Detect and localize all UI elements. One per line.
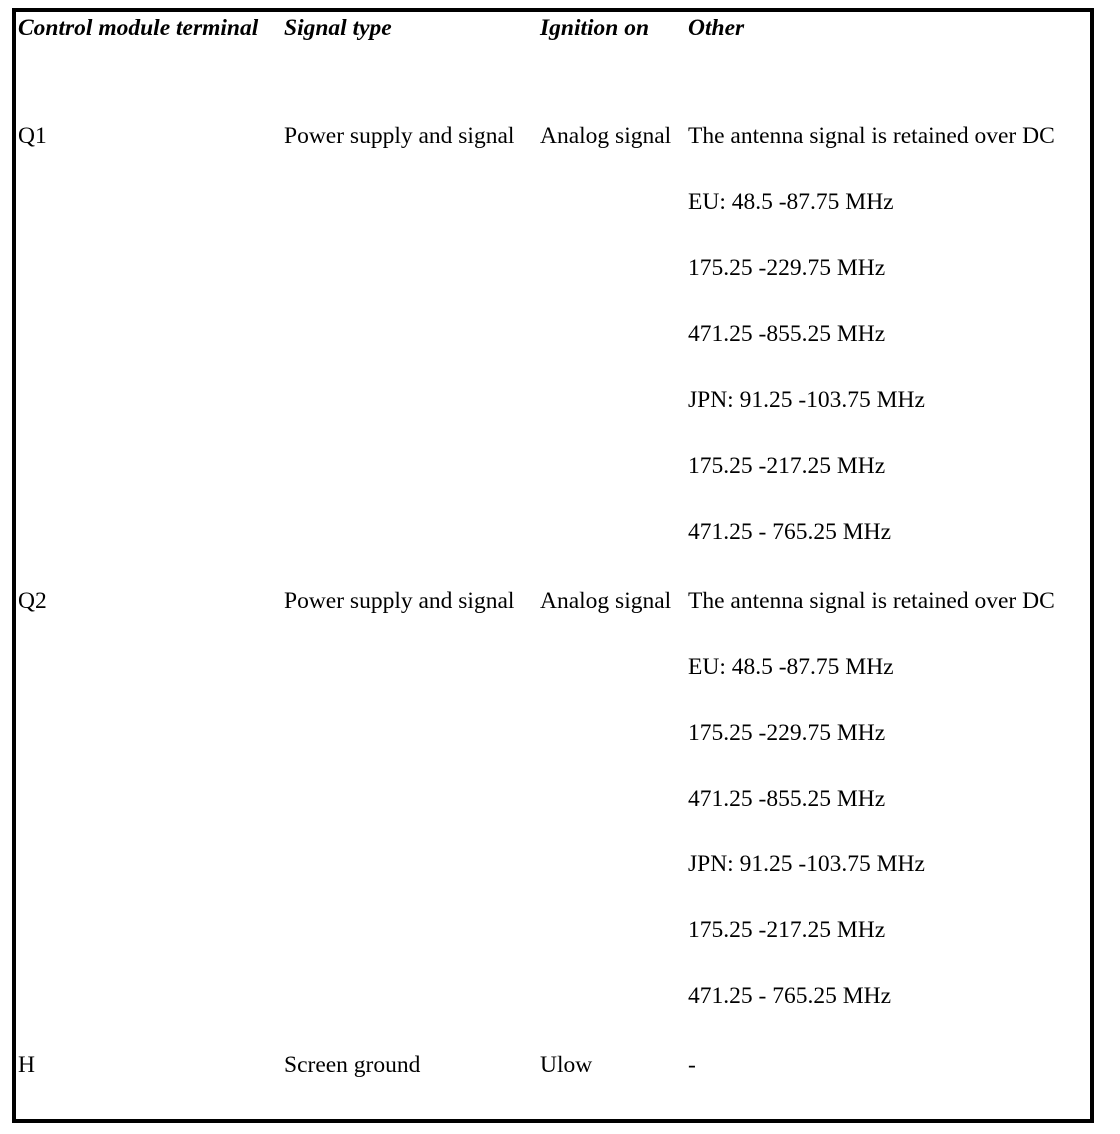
row-h-ignition: Ulow	[540, 1052, 593, 1078]
row-q2-other-line: EU: 48.5 -87.75 MHz	[688, 654, 894, 680]
row-q2-other-line: JPN: 91.25 -103.75 MHz	[688, 851, 925, 877]
row-q2-other-line: 175.25 -217.25 MHz	[688, 917, 886, 943]
row-q1-ignition: Analog signal	[540, 123, 672, 149]
header-ignition: Ignition on	[540, 15, 650, 41]
row-q2-other-line: 175.25 -229.75 MHz	[688, 720, 886, 746]
row-h-signal-type: Screen ground	[284, 1052, 421, 1078]
row-q2-other-line: 471.25 - 765.25 MHz	[688, 983, 891, 1009]
row-q1-other-line: 175.25 -217.25 MHz	[688, 453, 886, 479]
header-signal-type: Signal type	[284, 15, 392, 41]
row-q1-other-line: The antenna signal is retained over DC	[688, 123, 1055, 149]
row-q2-signal-type: Power supply and signal	[284, 588, 515, 614]
row-q1-signal-type: Power supply and signal	[284, 123, 515, 149]
row-q1-terminal: Q1	[18, 123, 47, 149]
table-frame	[12, 8, 1094, 1123]
row-q2-other-line: The antenna signal is retained over DC	[688, 588, 1055, 614]
row-q2-ignition: Analog signal	[540, 588, 672, 614]
row-h-terminal: H	[18, 1052, 35, 1078]
row-h-other-line: -	[688, 1052, 696, 1078]
row-q1-other-line: 175.25 -229.75 MHz	[688, 255, 886, 281]
row-q1-other-line: 471.25 - 765.25 MHz	[688, 519, 891, 545]
row-q2-terminal: Q2	[18, 588, 47, 614]
row-q1-other-line: 471.25 -855.25 MHz	[688, 321, 886, 347]
row-q1-other-line: EU: 48.5 -87.75 MHz	[688, 189, 894, 215]
row-q2-other-line: 471.25 -855.25 MHz	[688, 786, 886, 812]
row-q1-other-line: JPN: 91.25 -103.75 MHz	[688, 387, 925, 413]
header-other: Other	[688, 15, 745, 41]
header-terminal: Control module terminal	[18, 15, 259, 41]
